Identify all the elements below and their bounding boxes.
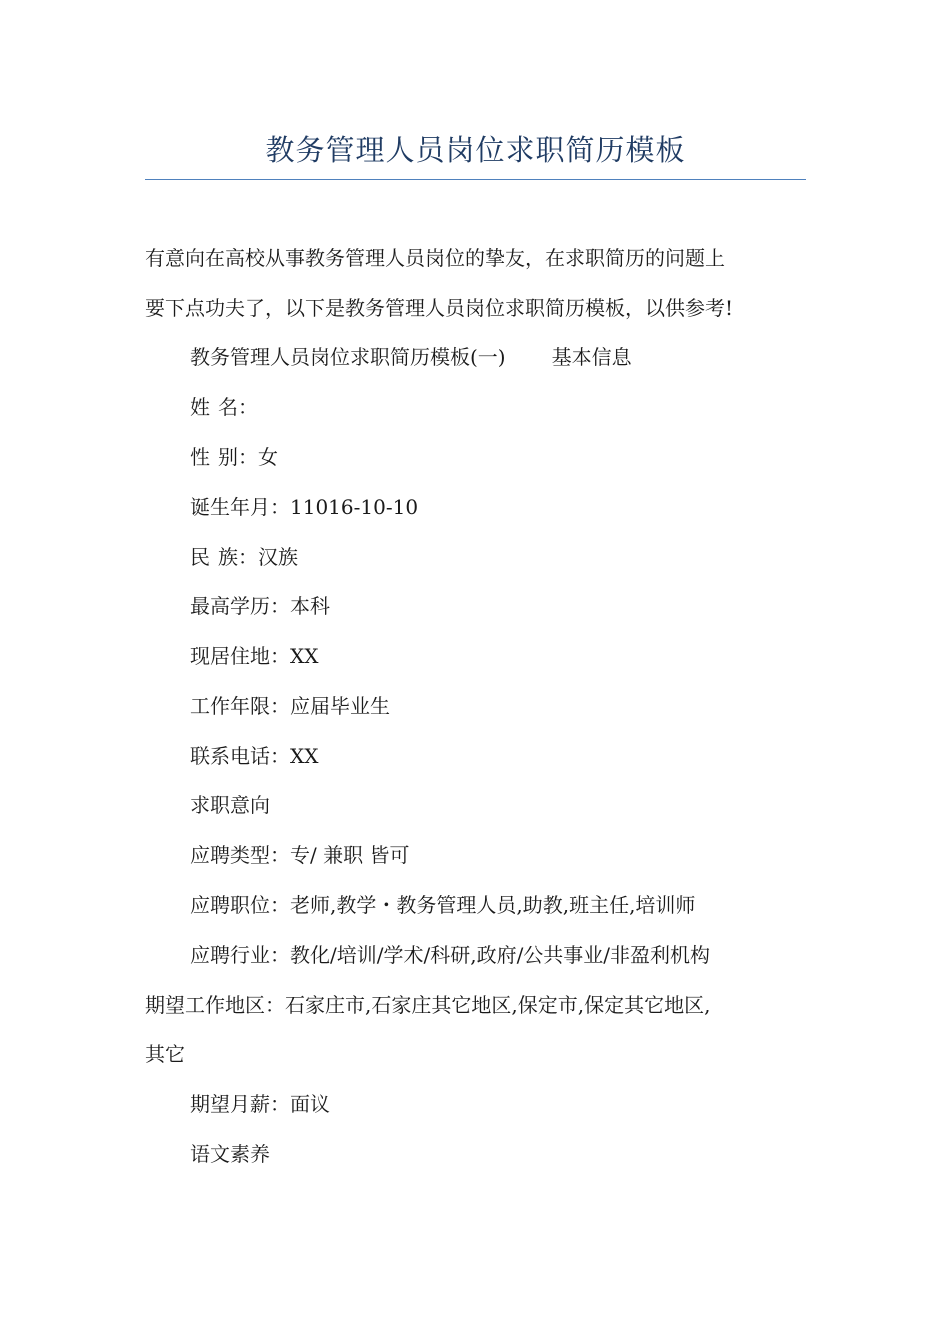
- field-gender-value: 女: [258, 445, 278, 469]
- intent-area-line-1: 期望工作地区：石家庄市,石家庄其它地区,保定市,保定其它地区,: [145, 993, 711, 1017]
- intent-type-value: 专/ 兼职 皆可: [290, 843, 410, 867]
- field-residence-value: XX: [290, 644, 319, 668]
- document-title: 教务管理人员岗位求职简历模板: [265, 133, 686, 167]
- field-education: [190, 592, 330, 620]
- intent-salary-label: 期望月薪：: [190, 1092, 290, 1116]
- field-work-years: [190, 692, 390, 720]
- intent-salary-value: 面议: [290, 1092, 330, 1116]
- field-gender-label-1: 性: [190, 445, 210, 469]
- section-heading-literacy: 语文素养: [190, 1142, 270, 1166]
- field-birth-label: 诞生年月：: [190, 495, 290, 519]
- field-name-label-1: 姓: [190, 395, 210, 419]
- title-underline: [145, 179, 806, 180]
- intent-position-label: 应聘职位：: [190, 893, 290, 917]
- intent-type-label: 应聘类型：: [190, 843, 290, 867]
- field-phone-value: XX: [290, 744, 319, 768]
- field-residence: [190, 642, 318, 670]
- intro-paragraph-line-1: 有意向在高校从事教务管理人员岗位的挚友，在求职简历的问题上: [145, 246, 725, 270]
- field-education-label: 最高学历：: [190, 594, 290, 618]
- field-birth: [190, 493, 418, 521]
- section-heading-intent: 求职意向: [190, 793, 270, 817]
- field-education-value: 本科: [290, 594, 330, 618]
- field-ethnicity-label-2: 族：: [218, 545, 258, 569]
- field-name: [190, 393, 258, 421]
- field-residence-label: 现居住地：: [190, 644, 290, 668]
- intent-industry-value: 教化/培训/学术/科研,政府/公共事业/非盈利机构: [290, 943, 711, 967]
- field-birth-value: 11016-10-10: [290, 495, 419, 519]
- intent-position: [190, 891, 695, 919]
- field-ethnicity-value: 汉族: [258, 545, 298, 569]
- template-heading: 教务管理人员岗位求职简历模板(一): [190, 345, 506, 369]
- field-work-years-label: 工作年限：: [190, 694, 290, 718]
- intent-industry-label: 应聘行业：: [190, 943, 290, 967]
- intent-area-line-2: 其它: [145, 1042, 185, 1066]
- field-name-label-2: 名：: [218, 395, 258, 419]
- field-ethnicity-label-1: 民: [190, 545, 210, 569]
- intent-industry: [190, 941, 710, 969]
- section-heading-template: [190, 343, 632, 371]
- intent-type: [190, 841, 409, 869]
- intro-paragraph-line-2: 要下点功夫了，以下是教务管理人员岗位求职简历模板，以供参考!: [145, 296, 734, 320]
- basic-info-heading: 基本信息: [551, 345, 632, 369]
- field-work-years-value: 应届毕业生: [290, 694, 390, 718]
- field-phone-label: 联系电话：: [190, 744, 290, 768]
- intent-position-value: 老师,教学・教务管理人员,助教,班主任,培训师: [290, 893, 696, 917]
- field-gender-label-2: 别：: [218, 445, 258, 469]
- field-ethnicity: [190, 543, 298, 571]
- intent-salary: [190, 1090, 330, 1118]
- field-phone: [190, 742, 318, 770]
- field-gender: [190, 443, 278, 471]
